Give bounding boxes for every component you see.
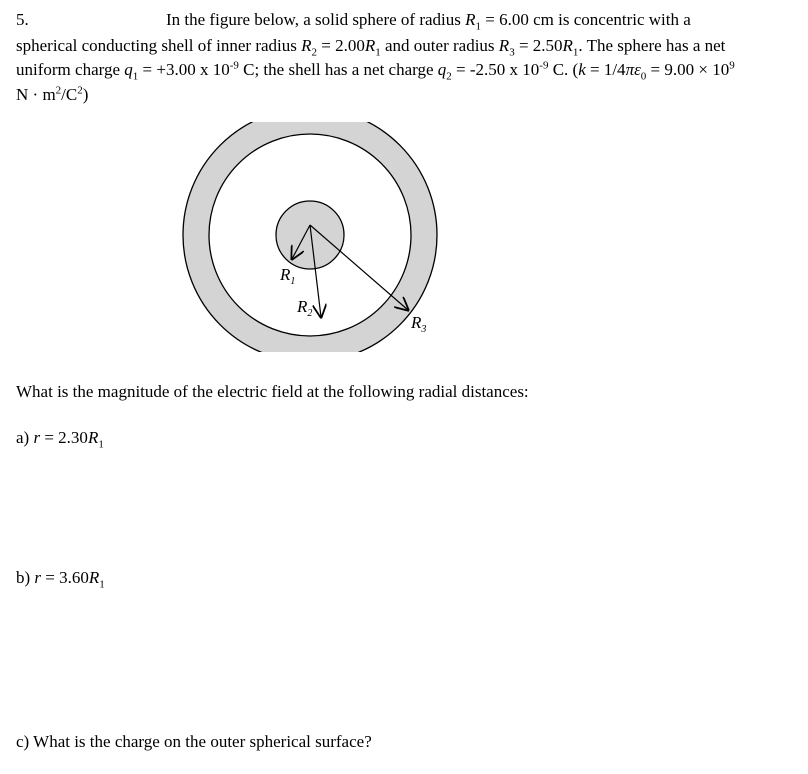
intro-line-1: In the figure below, a solid sphere of radius $R_1 = 6.00$ cm is concentric with a — [166, 10, 691, 33]
concentric-spheres-figure — [170, 122, 450, 352]
label-r3: $R_3$ — [411, 313, 427, 335]
label-r2: $R_2$ — [297, 297, 313, 319]
question-b: b) $r = 3.60R_1$ — [16, 568, 105, 591]
intro-line-3: uniform charge $q_1 = +3.00$ x $10^{-9}$ C; the shell has a net charge $q_2 = -2.50$ x $10^{-9}$ C. ($k = 1/4\pi\varepsilon_0 = 9.00 \times 10^9$ — [16, 59, 735, 83]
label-r1: $R_1$ — [280, 265, 296, 287]
intro-line-4: $N \cdot m^2/C^2$) — [16, 84, 89, 104]
question-c: c) What is the charge on the outer spherical surface? — [16, 732, 372, 751]
question-prompt: What is the magnitude of the electric field at the following radial distances: — [16, 382, 529, 401]
question-a: a) $r = 2.30R_1$ — [16, 428, 104, 451]
solid-sphere — [276, 201, 344, 269]
intro-line-2: spherical conducting shell of inner radius $R_2 = 2.00R_1$ and outer radius $R_3 = 2.50R_1$. The sphere has a net — [16, 36, 726, 59]
problem-number: 5. — [16, 10, 29, 29]
